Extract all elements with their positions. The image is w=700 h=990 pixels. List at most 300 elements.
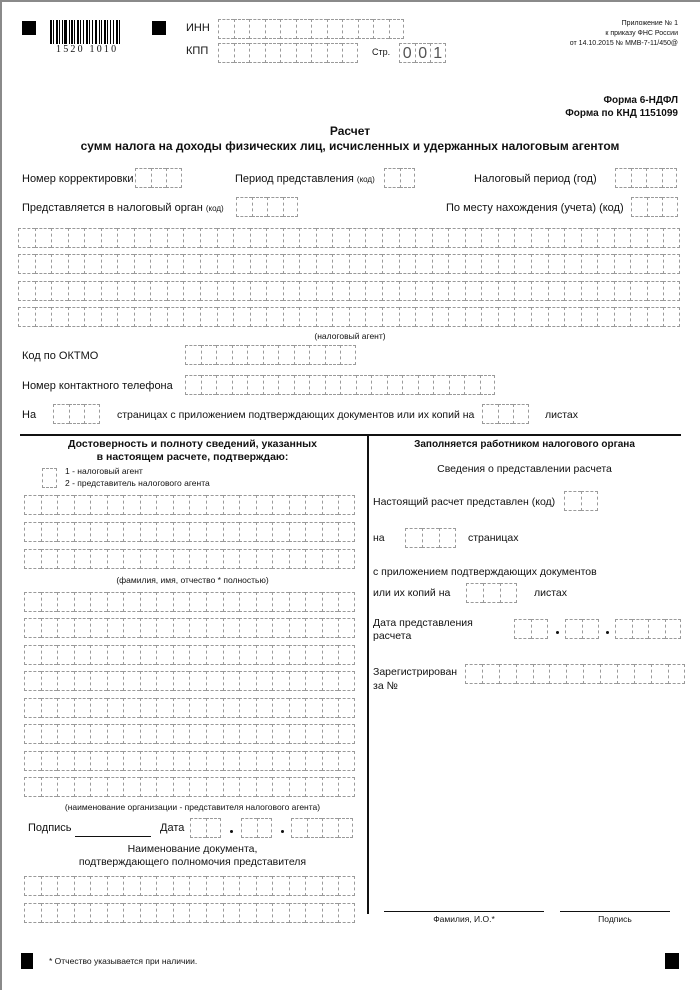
grid-cell[interactable] xyxy=(239,618,256,638)
grid-cell[interactable] xyxy=(57,495,74,515)
grid-cell[interactable] xyxy=(41,777,58,797)
grid-cell[interactable] xyxy=(156,618,173,638)
grid-cell[interactable] xyxy=(206,618,223,638)
grid-cell[interactable] xyxy=(531,281,548,301)
grid-cell[interactable] xyxy=(272,645,289,665)
phone-field[interactable] xyxy=(185,375,495,395)
grid-cell[interactable] xyxy=(84,254,101,274)
grid-cell[interactable] xyxy=(206,592,223,612)
grid-cell[interactable] xyxy=(514,254,531,274)
grid-cell[interactable] xyxy=(630,281,647,301)
grid-cell[interactable] xyxy=(322,592,339,612)
grid-cell[interactable] xyxy=(84,307,101,327)
grid-cell[interactable] xyxy=(134,254,151,274)
grid-cell[interactable] xyxy=(305,724,322,744)
grid-cell[interactable] xyxy=(448,281,465,301)
grid-cell[interactable] xyxy=(647,281,664,301)
registration-number-field[interactable] xyxy=(465,664,685,684)
grid-cell[interactable] xyxy=(74,592,91,612)
grid-cell[interactable] xyxy=(316,281,333,301)
grid-cell[interactable] xyxy=(322,698,339,718)
grid-cell[interactable] xyxy=(117,228,134,248)
grid-cell[interactable] xyxy=(415,307,432,327)
grid-cell[interactable] xyxy=(173,777,190,797)
grid-cell[interactable] xyxy=(233,307,250,327)
grid-row[interactable] xyxy=(18,228,680,248)
grid-cell[interactable] xyxy=(299,307,316,327)
grid-cell[interactable] xyxy=(156,549,173,569)
grid-cell[interactable] xyxy=(305,751,322,771)
grid-cell[interactable] xyxy=(316,254,333,274)
grid-cell[interactable] xyxy=(299,281,316,301)
page-number-field[interactable]: 0 0 1 xyxy=(399,43,446,63)
grid-cell[interactable] xyxy=(107,671,124,691)
grid-cell[interactable] xyxy=(123,549,140,569)
grid-cell[interactable] xyxy=(305,549,322,569)
grid-cell[interactable] xyxy=(597,281,614,301)
grid-cell[interactable] xyxy=(200,281,217,301)
grid-cell[interactable] xyxy=(465,281,482,301)
grid-cell[interactable] xyxy=(223,903,240,923)
grid-cell[interactable] xyxy=(90,751,107,771)
grid-cell[interactable] xyxy=(266,307,283,327)
grid-cell[interactable] xyxy=(41,592,58,612)
grid-cell[interactable] xyxy=(173,549,190,569)
grid-cell[interactable] xyxy=(481,228,498,248)
grid-cell[interactable] xyxy=(107,751,124,771)
grid-cell[interactable] xyxy=(498,254,515,274)
grid-cell[interactable] xyxy=(123,903,140,923)
grid-cell[interactable] xyxy=(206,777,223,797)
grid-cell[interactable] xyxy=(256,777,273,797)
signature-line[interactable] xyxy=(75,836,151,837)
grid-cell[interactable] xyxy=(18,228,35,248)
grid-cell[interactable] xyxy=(189,751,206,771)
grid-cell[interactable] xyxy=(57,777,74,797)
grid-cell[interactable] xyxy=(299,228,316,248)
grid-row[interactable] xyxy=(24,671,355,691)
grid-cell[interactable] xyxy=(289,522,306,542)
grid-cell[interactable] xyxy=(289,671,306,691)
grid-cell[interactable] xyxy=(322,876,339,896)
grid-cell[interactable] xyxy=(581,307,598,327)
grid-cell[interactable] xyxy=(316,307,333,327)
grid-cell[interactable] xyxy=(173,592,190,612)
grid-cell[interactable] xyxy=(564,307,581,327)
grid-cell[interactable] xyxy=(41,751,58,771)
grid-cell[interactable] xyxy=(289,777,306,797)
grid-cell[interactable] xyxy=(90,522,107,542)
attachment-sheets-field[interactable] xyxy=(482,404,529,424)
grid-cell[interactable] xyxy=(332,254,349,274)
grid-cell[interactable] xyxy=(399,254,416,274)
submission-date-month-field[interactable] xyxy=(565,619,599,639)
grid-cell[interactable] xyxy=(24,671,41,691)
grid-cell[interactable] xyxy=(173,645,190,665)
grid-row[interactable] xyxy=(18,281,680,301)
grid-cell[interactable] xyxy=(663,228,680,248)
grid-cell[interactable] xyxy=(305,592,322,612)
grid-cell[interactable] xyxy=(663,281,680,301)
grid-cell[interactable] xyxy=(18,254,35,274)
grid-cell[interactable] xyxy=(107,724,124,744)
grid-cell[interactable] xyxy=(564,254,581,274)
grid-cell[interactable] xyxy=(338,903,355,923)
grid-cell[interactable] xyxy=(531,228,548,248)
grid-cell[interactable] xyxy=(548,254,565,274)
grid-cell[interactable] xyxy=(332,281,349,301)
grid-cell[interactable] xyxy=(24,592,41,612)
grid-cell[interactable] xyxy=(107,903,124,923)
grid-cell[interactable] xyxy=(223,618,240,638)
grid-cell[interactable] xyxy=(206,724,223,744)
grid-cell[interactable] xyxy=(74,671,91,691)
location-code-field[interactable] xyxy=(631,197,678,217)
submitted-code-field[interactable] xyxy=(564,491,598,511)
grid-cell[interactable] xyxy=(167,281,184,301)
grid-cell[interactable] xyxy=(647,307,664,327)
grid-cell[interactable] xyxy=(322,495,339,515)
grid-cell[interactable] xyxy=(272,592,289,612)
grid-cell[interactable] xyxy=(581,281,598,301)
grid-cell[interactable] xyxy=(239,671,256,691)
grid-cell[interactable] xyxy=(101,228,118,248)
grid-cell[interactable] xyxy=(239,903,256,923)
grid-cell[interactable] xyxy=(382,254,399,274)
grid-cell[interactable] xyxy=(90,698,107,718)
grid-cell[interactable] xyxy=(189,903,206,923)
grid-cell[interactable] xyxy=(189,618,206,638)
grid-cell[interactable] xyxy=(107,645,124,665)
grid-cell[interactable] xyxy=(24,549,41,569)
grid-cell[interactable] xyxy=(233,228,250,248)
grid-cell[interactable] xyxy=(432,254,449,274)
grid-cell[interactable] xyxy=(415,254,432,274)
grid-cell[interactable] xyxy=(250,281,267,301)
grid-cell[interactable] xyxy=(123,522,140,542)
grid-cell[interactable] xyxy=(338,671,355,691)
grid-cell[interactable] xyxy=(349,228,366,248)
grid-cell[interactable] xyxy=(41,549,58,569)
grid-cell[interactable] xyxy=(156,777,173,797)
grid-cell[interactable] xyxy=(134,281,151,301)
grid-cell[interactable] xyxy=(465,254,482,274)
grid-cell[interactable] xyxy=(272,724,289,744)
grid-cell[interactable] xyxy=(68,228,85,248)
grid-cell[interactable] xyxy=(256,549,273,569)
inn-field[interactable] xyxy=(218,19,404,39)
grid-cell[interactable] xyxy=(239,495,256,515)
grid-cell[interactable] xyxy=(663,307,680,327)
grid-cell[interactable] xyxy=(256,724,273,744)
grid-cell[interactable] xyxy=(156,698,173,718)
grid-cell[interactable] xyxy=(51,254,68,274)
officer-name-line[interactable] xyxy=(384,911,544,912)
grid-cell[interactable] xyxy=(41,522,58,542)
grid-cell[interactable] xyxy=(74,645,91,665)
grid-row[interactable] xyxy=(24,592,355,612)
grid-cell[interactable] xyxy=(299,254,316,274)
grid-cell[interactable] xyxy=(41,903,58,923)
grid-cell[interactable] xyxy=(239,876,256,896)
grid-cell[interactable] xyxy=(322,618,339,638)
grid-cell[interactable] xyxy=(349,254,366,274)
grid-cell[interactable] xyxy=(256,876,273,896)
pages-count-field[interactable] xyxy=(53,404,100,424)
grid-cell[interactable] xyxy=(173,903,190,923)
grid-cell[interactable] xyxy=(256,751,273,771)
grid-cell[interactable] xyxy=(256,522,273,542)
grid-cell[interactable] xyxy=(173,522,190,542)
grid-cell[interactable] xyxy=(630,254,647,274)
grid-cell[interactable] xyxy=(289,724,306,744)
grid-cell[interactable] xyxy=(156,671,173,691)
grid-cell[interactable] xyxy=(272,751,289,771)
grid-cell[interactable] xyxy=(156,495,173,515)
grid-cell[interactable] xyxy=(272,618,289,638)
grid-cell[interactable] xyxy=(217,307,234,327)
grid-cell[interactable] xyxy=(283,281,300,301)
grid-cell[interactable] xyxy=(531,307,548,327)
grid-cell[interactable] xyxy=(156,645,173,665)
grid-cell[interactable] xyxy=(189,671,206,691)
grid-cell[interactable] xyxy=(117,281,134,301)
grid-cell[interactable] xyxy=(206,549,223,569)
grid-cell[interactable] xyxy=(338,495,355,515)
grid-cell[interactable] xyxy=(332,228,349,248)
grid-cell[interactable] xyxy=(415,281,432,301)
grid-cell[interactable] xyxy=(156,751,173,771)
grid-cell[interactable] xyxy=(322,777,339,797)
grid-cell[interactable] xyxy=(84,281,101,301)
grid-cell[interactable] xyxy=(123,671,140,691)
grid-cell[interactable] xyxy=(140,495,157,515)
grid-cell[interactable] xyxy=(206,876,223,896)
grid-row[interactable] xyxy=(24,645,355,665)
sign-date-day-field[interactable] xyxy=(190,818,221,838)
grid-cell[interactable] xyxy=(156,592,173,612)
grid-cell[interactable] xyxy=(51,281,68,301)
grid-cell[interactable] xyxy=(123,876,140,896)
grid-cell[interactable] xyxy=(35,228,52,248)
grid-cell[interactable] xyxy=(90,618,107,638)
grid-cell[interactable] xyxy=(614,228,631,248)
grid-cell[interactable] xyxy=(338,645,355,665)
grid-cell[interactable] xyxy=(24,698,41,718)
grid-cell[interactable] xyxy=(189,698,206,718)
grid-cell[interactable] xyxy=(289,549,306,569)
grid-cell[interactable] xyxy=(51,307,68,327)
grid-cell[interactable] xyxy=(289,495,306,515)
grid-cell[interactable] xyxy=(74,876,91,896)
grid-cell[interactable] xyxy=(173,751,190,771)
grid-cell[interactable] xyxy=(597,254,614,274)
grid-cell[interactable] xyxy=(24,522,41,542)
grid-row[interactable] xyxy=(24,522,355,542)
grid-cell[interactable] xyxy=(90,671,107,691)
grid-cell[interactable] xyxy=(84,228,101,248)
grid-cell[interactable] xyxy=(173,724,190,744)
grid-cell[interactable] xyxy=(223,751,240,771)
grid-cell[interactable] xyxy=(140,751,157,771)
grid-cell[interactable] xyxy=(432,281,449,301)
grid-cell[interactable] xyxy=(548,281,565,301)
sign-date-year-field[interactable] xyxy=(291,818,353,838)
grid-cell[interactable] xyxy=(531,254,548,274)
grid-cell[interactable] xyxy=(189,495,206,515)
grid-cell[interactable] xyxy=(173,876,190,896)
grid-cell[interactable] xyxy=(206,671,223,691)
grid-cell[interactable] xyxy=(123,698,140,718)
grid-cell[interactable] xyxy=(74,751,91,771)
grid-cell[interactable] xyxy=(156,522,173,542)
grid-cell[interactable] xyxy=(156,724,173,744)
grid-cell[interactable] xyxy=(189,549,206,569)
grid-cell[interactable] xyxy=(332,307,349,327)
grid-row[interactable] xyxy=(24,724,355,744)
grid-row[interactable] xyxy=(24,751,355,771)
grid-cell[interactable] xyxy=(448,307,465,327)
grid-cell[interactable] xyxy=(223,549,240,569)
grid-cell[interactable] xyxy=(206,698,223,718)
grid-cell[interactable] xyxy=(630,307,647,327)
grid-cell[interactable] xyxy=(24,903,41,923)
grid-cell[interactable] xyxy=(90,876,107,896)
period-code-field[interactable] xyxy=(384,168,415,188)
grid-cell[interactable] xyxy=(289,592,306,612)
grid-cell[interactable] xyxy=(338,549,355,569)
grid-cell[interactable] xyxy=(18,307,35,327)
grid-cell[interactable] xyxy=(322,751,339,771)
grid-cell[interactable] xyxy=(183,228,200,248)
grid-cell[interactable] xyxy=(134,228,151,248)
grid-cell[interactable] xyxy=(90,495,107,515)
grid-cell[interactable] xyxy=(57,618,74,638)
grid-cell[interactable] xyxy=(338,618,355,638)
grid-cell[interactable] xyxy=(74,777,91,797)
grid-cell[interactable] xyxy=(107,549,124,569)
grid-cell[interactable] xyxy=(57,592,74,612)
grid-cell[interactable] xyxy=(256,671,273,691)
grid-cell[interactable] xyxy=(140,592,157,612)
grid-cell[interactable] xyxy=(614,254,631,274)
grid-cell[interactable] xyxy=(415,228,432,248)
grid-cell[interactable] xyxy=(338,698,355,718)
grid-cell[interactable] xyxy=(597,228,614,248)
grid-cell[interactable] xyxy=(150,307,167,327)
correction-number-field[interactable] xyxy=(135,168,182,188)
grid-cell[interactable] xyxy=(239,777,256,797)
grid-cell[interactable] xyxy=(465,228,482,248)
grid-cell[interactable] xyxy=(597,307,614,327)
grid-cell[interactable] xyxy=(548,228,565,248)
grid-cell[interactable] xyxy=(189,724,206,744)
grid-cell[interactable] xyxy=(432,228,449,248)
grid-cell[interactable] xyxy=(498,281,515,301)
signer-type-field[interactable] xyxy=(42,468,57,488)
grid-row[interactable] xyxy=(24,495,355,515)
grid-cell[interactable] xyxy=(101,307,118,327)
grid-cell[interactable] xyxy=(206,495,223,515)
grid-cell[interactable] xyxy=(123,592,140,612)
grid-cell[interactable] xyxy=(272,698,289,718)
grid-cell[interactable] xyxy=(283,228,300,248)
oktmo-field[interactable] xyxy=(185,345,356,365)
grid-cell[interactable] xyxy=(90,549,107,569)
grid-row[interactable] xyxy=(24,698,355,718)
grid-cell[interactable] xyxy=(140,698,157,718)
grid-cell[interactable] xyxy=(272,777,289,797)
grid-cell[interactable] xyxy=(24,618,41,638)
grid-cell[interactable] xyxy=(35,254,52,274)
grid-cell[interactable] xyxy=(266,254,283,274)
grid-cell[interactable] xyxy=(322,724,339,744)
grid-cell[interactable] xyxy=(365,307,382,327)
grid-cell[interactable] xyxy=(183,281,200,301)
grid-cell[interactable] xyxy=(140,549,157,569)
grid-cell[interactable] xyxy=(223,698,240,718)
grid-cell[interactable] xyxy=(24,777,41,797)
grid-cell[interactable] xyxy=(41,495,58,515)
grid-cell[interactable] xyxy=(74,549,91,569)
grid-cell[interactable] xyxy=(74,618,91,638)
grid-cell[interactable] xyxy=(206,903,223,923)
grid-cell[interactable] xyxy=(57,903,74,923)
grid-cell[interactable] xyxy=(173,671,190,691)
grid-cell[interactable] xyxy=(266,228,283,248)
grid-cell[interactable] xyxy=(349,281,366,301)
grid-cell[interactable] xyxy=(382,307,399,327)
grid-cell[interactable] xyxy=(322,903,339,923)
grid-cell[interactable] xyxy=(183,254,200,274)
grid-cell[interactable] xyxy=(272,671,289,691)
grid-cell[interactable] xyxy=(68,307,85,327)
grid-cell[interactable] xyxy=(90,724,107,744)
grid-cell[interactable] xyxy=(140,645,157,665)
grid-cell[interactable] xyxy=(57,645,74,665)
grid-cell[interactable] xyxy=(140,522,157,542)
grid-cell[interactable] xyxy=(481,307,498,327)
grid-cell[interactable] xyxy=(173,618,190,638)
grid-cell[interactable] xyxy=(123,495,140,515)
grid-cell[interactable] xyxy=(365,281,382,301)
grid-cell[interactable] xyxy=(217,254,234,274)
grid-cell[interactable] xyxy=(107,522,124,542)
grid-cell[interactable] xyxy=(223,522,240,542)
grid-cell[interactable] xyxy=(514,228,531,248)
grid-cell[interactable] xyxy=(57,876,74,896)
grid-cell[interactable] xyxy=(167,228,184,248)
grid-cell[interactable] xyxy=(465,307,482,327)
grid-cell[interactable] xyxy=(481,254,498,274)
grid-cell[interactable] xyxy=(338,592,355,612)
grid-cell[interactable] xyxy=(382,228,399,248)
grid-cell[interactable] xyxy=(305,522,322,542)
grid-cell[interactable] xyxy=(68,281,85,301)
grid-cell[interactable] xyxy=(57,671,74,691)
grid-cell[interactable] xyxy=(338,751,355,771)
grid-cell[interactable] xyxy=(57,698,74,718)
grid-cell[interactable] xyxy=(305,495,322,515)
grid-cell[interactable] xyxy=(200,307,217,327)
right-pages-field[interactable] xyxy=(405,528,456,548)
grid-cell[interactable] xyxy=(206,522,223,542)
grid-row[interactable] xyxy=(24,876,355,896)
grid-row[interactable] xyxy=(24,777,355,797)
grid-cell[interactable] xyxy=(250,228,267,248)
grid-cell[interactable] xyxy=(250,254,267,274)
grid-cell[interactable] xyxy=(239,592,256,612)
